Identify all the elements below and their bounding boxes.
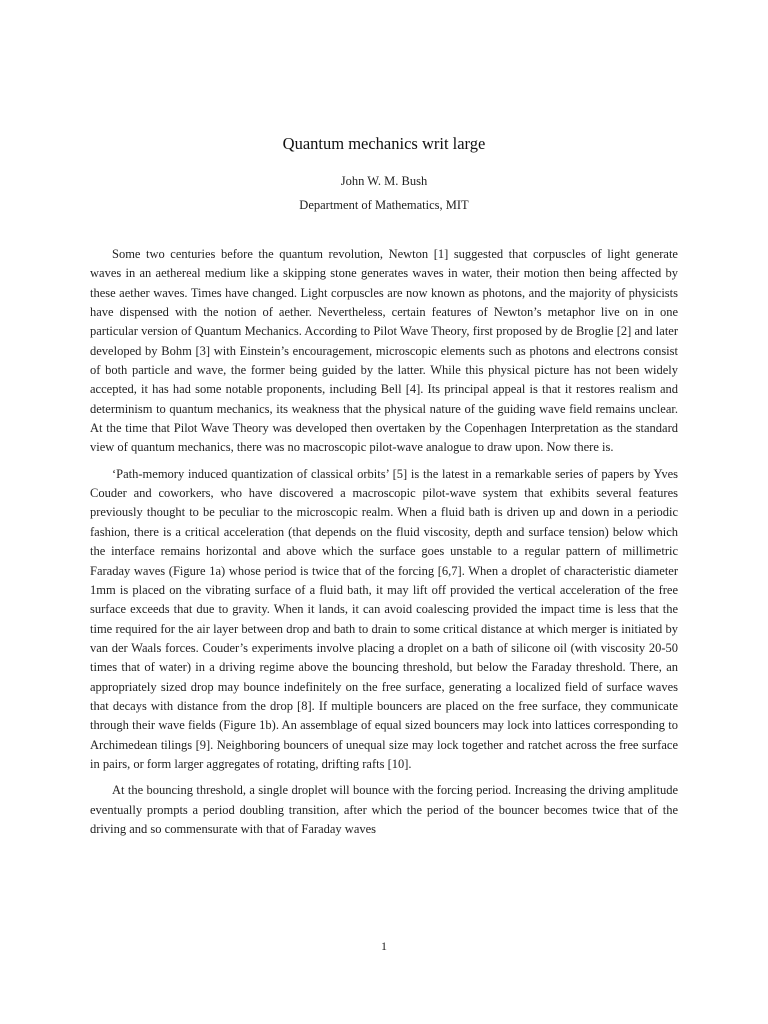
page-number: 1	[381, 939, 387, 953]
paragraph: At the bouncing threshold, a single droplet will bounce with the forcing period. Increasing the driving amplitude eventually prompts a period doubling transition, after which the period of the bouncer becomes twice that of the driving and so commensurate with that of Faraday waves	[90, 783, 678, 836]
author-affiliation: Department of Mathematics, MIT	[299, 198, 469, 212]
paragraph: ‘Path-memory induced quantization of classical orbits’ [5] is the latest in a remarkable series of papers by Yves Couder and coworkers, who have discovered a macroscopic pilot-wave system that exhibits several features previously thought to be peculiar to the microscopic realm. When a fluid bath is driven up and down in a periodic fashion, there is a critical acceleration (that depends on the fluid viscosity, depth and surface tension) below which the interface remains horizontal and above which the surface goes unstable to a regular pattern of millimetric Faraday waves (Figure 1a) whose period is twice that of the forcing [6,7]. When a droplet of characteristic diameter 1mm is placed on the vibrating surface of a fluid bath, it may lift off provided the vertical acceleration of the free surface exceeds that due to gravity. When it lands, it can avoid coalescing provided the impact time is less that the time required for the air layer between drop and bath to drain to some critical distance at which merger is initiated by van der Waals forces. Couder’s experiments involve placing a droplet on a bath of silicone oil (with viscosity 20-50 times that of water) in a driving regime above the bouncing threshold, but below the Faraday threshold. There, an appropriately sized drop may bounce indefinitely on the free surface, generating a localized field of surface waves that decays with distance from the drop [8]. If multiple bouncers are placed on the free surface, they communicate through their wave fields (Figure 1b). An assemblage of equal sized bouncers may lock into lattices corresponding to Archimedean tilings [9]. Neighboring bouncers of unequal size may lock together and ratchet across the free surface in pairs, or form larger aggregates of rotating, drifting rafts [10].	[90, 466, 678, 771]
paragraph: Some two centuries before the quantum revolution, Newton [1] suggested that corpuscles of light generate waves in an aethereal medium like a skipping stone generates waves in water, their motion then being affected by these aether waves. Times have changed. Light corpuscles are now known as photons, and the majority of physicists have dispensed with the notion of aether. Nevertheless, certain features of Newton’s metaphor live on in one particular version of Quantum Mechanics. According to Pilot Wave Theory, first proposed by de Broglie [2] and later developed by Bohm [3] with Einstein’s encouragement, microscopic elements such as photons and electrons consist of both particle and wave, the former being guided by the latter. While this physical picture has not been widely accepted, it has had some notable proponents, including Bell [4]. Its principal appeal is that it restores realism and determinism to quantum mechanics, its weakness that the physical nature of the guiding wave field remains unclear. At the time that Pilot Wave Theory was developed then overtaken by the Copenhagen Interpretation as the standard view of quantum mechanics, there was no macroscopic pilot-wave analogue to draw upon. Now there is.	[90, 247, 678, 455]
author-name: John W. M. Bush	[340, 174, 428, 188]
paper-title: Quantum mechanics writ large	[282, 134, 486, 153]
body-text	[90, 245, 678, 846]
